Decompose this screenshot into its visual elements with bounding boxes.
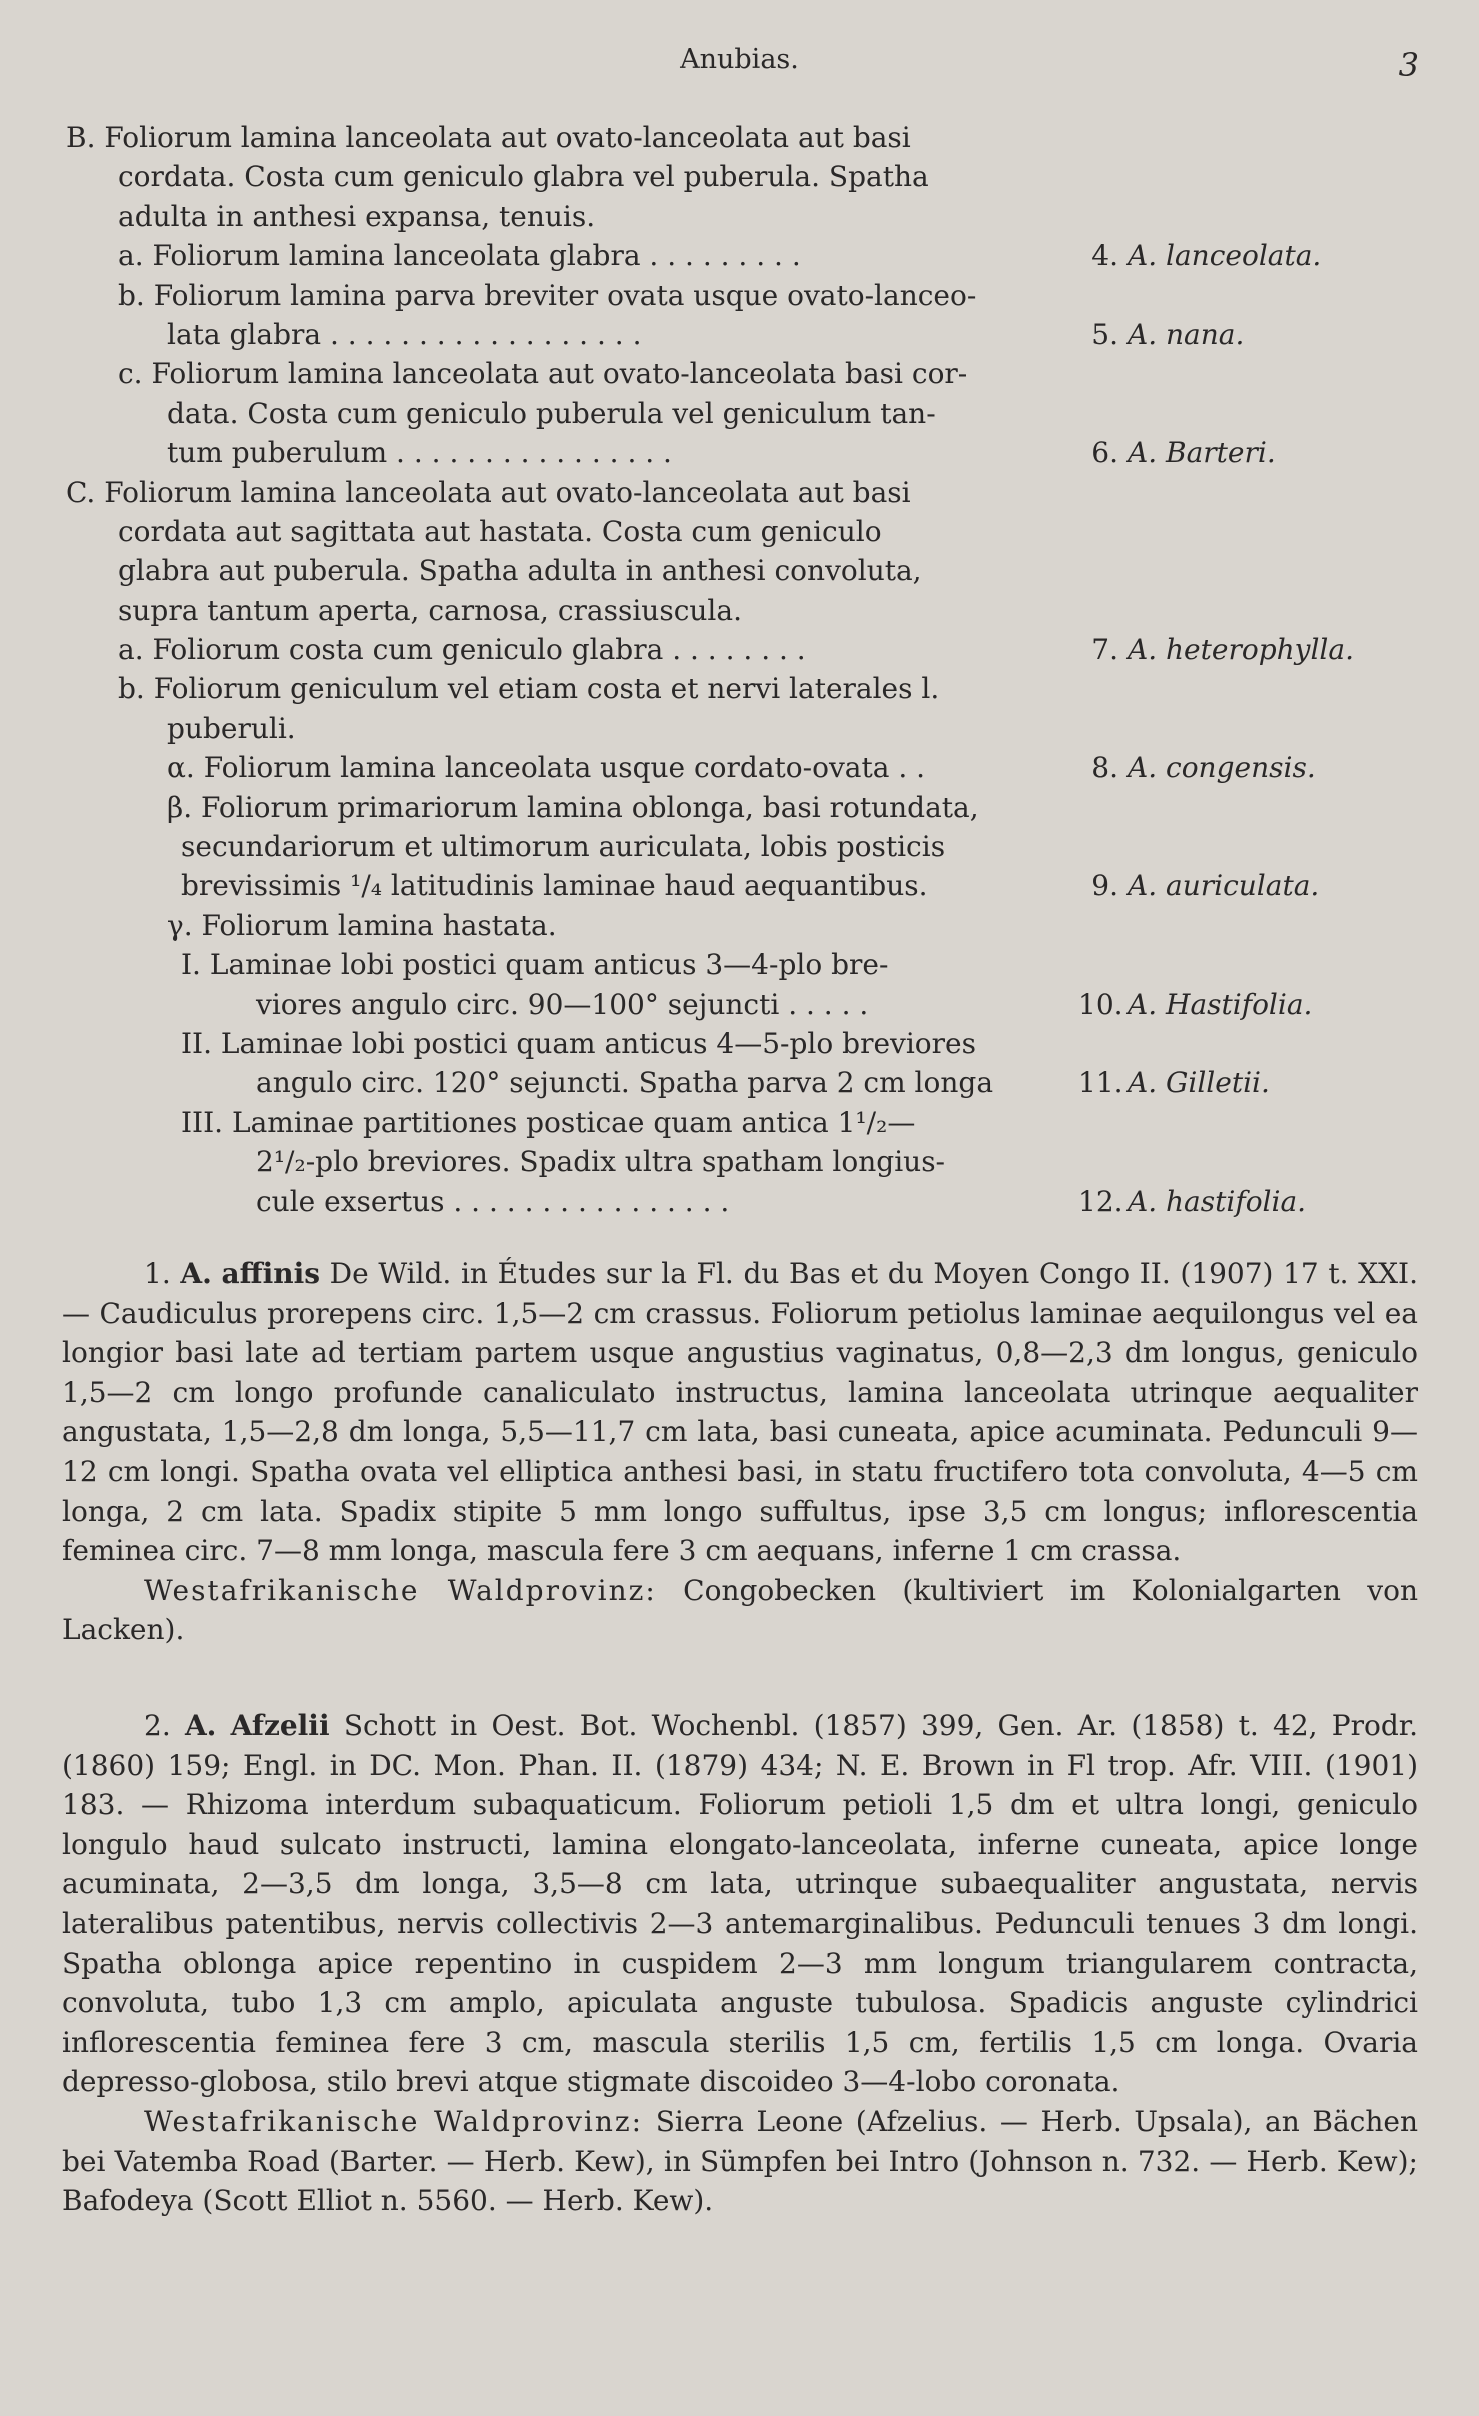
key-line-text: puberuli.	[167, 711, 296, 745]
species-distribution	[62, 2102, 1418, 2221]
key-line	[66, 906, 1426, 945]
key-species-name	[1128, 433, 1276, 472]
key-line	[66, 433, 1426, 472]
key-line-text: γ. Foliorum lamina hastata.	[167, 908, 557, 942]
key-species-number: 12.	[1078, 1184, 1123, 1218]
species-epithet: affinis	[221, 1257, 321, 1290]
key-line-text: α. Foliorum lamina lanceolata usque cordato-ovata . .	[167, 751, 926, 785]
key-line	[66, 1182, 1426, 1221]
key-line	[66, 1103, 1426, 1142]
distribution-text: Sierra Leone (Afzelius. — Herb. Upsala), an Bächen bei Vatemba Road (Barter. — Herb. Kew), in Sümpfen bei Intro (Johnson n. 732. — Herb. Kew); Bafodeya (Scott Elliot n. 5560. — Herb. Kew).	[62, 2104, 1418, 2218]
key-species-name	[1128, 236, 1321, 275]
species-epithet: Afzelii	[230, 1709, 330, 1742]
key-line-text: b. Foliorum lamina parva breviter ovata usque ovato-lanceo-	[118, 278, 977, 312]
key-line-text: tum puberulum . . . . . . . . . . . . . . . .	[167, 436, 672, 470]
species-text: Schott in Oest. Bot. Wochenbl. (1857) 399, Gen. Ar. (1858) t. 42, Prodr. (1860) 159; Engl. in DC. Mon. Phan. II. (1879) 434; N. E. Brown in Fl trop. Afr. VIII. (1901) 183. — Rhizoma interdum subaquaticum. Foliorum petioli 1,5 dm et ultra longi, geniculo longulo haud sulcato instructi, lamina elongato-lanceolata, inferne cuneata, apice longe acuminata, 2—3,5 dm longa, 3,5—8 cm lata, utrinque subaequaliter angustata, nervis lateralibus patentibus, nervis collectivis 2—3 antemarginalibus. Pedunculi tenues 3 dm longi. Spatha oblonga apice repentino in cuspidem 2—3 mm longum triangularem contracta, convoluta, tubo 1,3 cm amplo, apiculata anguste tubulosa. Spadicis anguste cylindrici inflorescentia feminea fere 3 cm, mascula sterilis 1,5 cm, fertilis 1,5 cm longa. Ovaria depresso-globosa, stilo brevi atque stigmate discoideo 3—4-lobo coronata.	[62, 1709, 1418, 2099]
key-line-text: II. Laminae lobi postici quam anticus 4—5-plo breviores	[181, 1026, 976, 1060]
key-line	[66, 827, 1426, 866]
key-line-text: angulo circ. 120° sejuncti. Spatha parva 2 cm longa	[256, 1066, 994, 1100]
key-line-text: b. Foliorum geniculum vel etiam costa et nervi laterales l.	[118, 672, 940, 706]
species-description	[62, 1254, 1418, 1571]
species-number: 2.	[144, 1709, 171, 1742]
key-line	[66, 630, 1426, 669]
species-entry-afzelii	[62, 1706, 1418, 2221]
key-line-text: III. Laminae partitiones posticae quam antica 1¹/₂—	[181, 1105, 916, 1139]
key-species-name	[1128, 985, 1312, 1024]
key-species-name-text: A. Gilletii.	[1128, 1066, 1270, 1100]
key-line	[66, 669, 1426, 708]
key-species-number: 9.	[1091, 869, 1118, 903]
key-line	[66, 473, 1426, 512]
key-line	[66, 197, 1426, 236]
page-header	[0, 44, 1479, 84]
key-species-name-text: A. congensis.	[1128, 751, 1316, 785]
key-line-text: c. Foliorum lamina lanceolata aut ovato-lanceolata basi cor-	[118, 357, 968, 391]
key-line-text: B. Foliorum lamina lanceolata aut ovato-lanceolata aut basi	[66, 121, 911, 154]
key-line-text: secundariorum et ultimorum auriculata, lobis posticis	[181, 830, 946, 864]
key-line-text: a. Foliorum lamina lanceolata glabra . . . . . . . . .	[118, 239, 801, 273]
distribution-region: Westafrikanische Waldprovinz:	[144, 1573, 657, 1607]
species-genus: A.	[184, 1709, 217, 1742]
key-line	[66, 945, 1426, 984]
key-line-text: β. Foliorum primariorum lamina oblonga, basi rotundata,	[167, 790, 979, 824]
key-line	[66, 512, 1426, 551]
key-line	[66, 394, 1426, 433]
key-species-number: 10.	[1078, 987, 1123, 1021]
key-line-text: 2¹/₂-plo breviores. Spadix ultra spatham longius-	[256, 1145, 946, 1179]
distribution-region: Westafrikanische Waldprovinz:	[144, 2104, 644, 2138]
key-species-name-text: A. nana.	[1128, 317, 1245, 351]
key-species-name-text: A. hastifolia.	[1128, 1184, 1307, 1218]
species-genus: A.	[180, 1257, 212, 1290]
key-species-name-text: A. heterophylla.	[1128, 633, 1354, 667]
key-line	[66, 276, 1426, 315]
distribution-text: Congobecken (kultiviert im Kolonialgarten von Lacken).	[62, 1573, 1418, 1647]
key-species-number: 7.	[1091, 633, 1118, 667]
running-title: Anubias.	[680, 44, 799, 75]
key-species-name	[1128, 1063, 1270, 1102]
key-line	[66, 985, 1426, 1024]
key-line	[66, 748, 1426, 787]
key-line-text: C. Foliorum lamina lanceolata aut ovato-lanceolata aut basi	[66, 475, 911, 509]
key-line	[66, 866, 1426, 905]
key-line	[66, 354, 1426, 393]
key-species-number: 8.	[1091, 751, 1118, 785]
key-line-text: supra tantum aperta, carnosa, crassiuscula.	[118, 593, 742, 627]
key-line	[66, 1024, 1426, 1063]
key-line-text: brevissimis ¹/₄ latitudinis laminae haud aequantibus.	[181, 869, 928, 903]
key-line-text: viores angulo circ. 90—100° sejuncti . . . . .	[256, 987, 869, 1021]
key-line-text: I. Laminae lobi postici quam anticus 3—4-plo bre-	[181, 948, 889, 982]
key-line	[66, 1142, 1426, 1181]
species-text: De Wild. in Études sur la Fl. du Bas et du Moyen Congo II. (1907) 17 t. XXI. — Caudiculus prorepens circ. 1,5—2 cm crassus. Foliorum petiolus laminae aequilongus vel ea longior basi late ad tertiam partem usque angustius vaginatus, 0,8—2,3 dm longus, geniculo 1,5—2 cm longo profunde canaliculato instructus, lamina lanceolata utrinque aequaliter angustata, 1,5—2,8 dm longa, 5,5—11,7 cm lata, basi cuneata, apice acuminata. Pedunculi 9—12 cm longi. Spatha ovata vel elliptica anthesi basi, in statu fructifero tota convoluta, 4—5 cm longa, 2 cm lata. Spadix stipite 5 mm longo suffultus, ipse 3,5 cm longus; inflorescentia feminea circ. 7—8 mm longa, mascula fere 3 cm aequans, inferne 1 cm crassa.	[62, 1257, 1418, 1568]
key-line	[66, 236, 1426, 275]
key-line-text: cule exsertus . . . . . . . . . . . . . . . .	[256, 1184, 730, 1218]
species-distribution	[62, 1571, 1418, 1650]
key-species-number: 6.	[1091, 436, 1118, 470]
key-line	[66, 551, 1426, 590]
key-species-name-text: A. auriculata.	[1128, 869, 1320, 903]
key-species-name-text: A. Hastifolia.	[1128, 987, 1313, 1021]
identification-key	[66, 118, 1426, 1221]
key-line	[66, 157, 1426, 196]
key-species-name	[1128, 866, 1319, 905]
key-species-name-text: A. Barteri.	[1128, 436, 1276, 470]
key-species-name	[1128, 748, 1316, 787]
key-line-text: lata glabra . . . . . . . . . . . . . . . . . .	[167, 317, 642, 351]
key-line	[66, 1063, 1426, 1102]
key-species-name	[1128, 630, 1354, 669]
key-line-text: cordata. Costa cum geniculo glabra vel puberula. Spatha	[118, 160, 929, 194]
species-number: 1.	[144, 1257, 171, 1290]
key-line	[66, 591, 1426, 630]
key-line	[66, 709, 1426, 748]
key-line-text: adulta in anthesi expansa, tenuis.	[118, 199, 596, 233]
key-line	[66, 788, 1426, 827]
key-line-text: cordata aut sagittata aut hastata. Costa cum geniculo	[118, 514, 882, 548]
page-number: 3	[1398, 46, 1419, 84]
species-description	[62, 1706, 1418, 2102]
key-line-text: glabra aut puberula. Spatha adulta in anthesi convoluta,	[118, 554, 922, 588]
key-species-number: 5.	[1091, 317, 1118, 351]
key-line-text: data. Costa cum geniculo puberula vel geniculum tan-	[167, 396, 936, 430]
key-species-name	[1128, 315, 1244, 354]
key-species-number: 4.	[1091, 239, 1118, 273]
key-line	[66, 315, 1426, 354]
species-entry-affinis	[62, 1254, 1418, 1650]
key-line	[66, 118, 1426, 157]
key-species-number: 11.	[1078, 1066, 1123, 1100]
key-species-name-text: A. lanceolata.	[1128, 239, 1322, 273]
key-species-name	[1128, 1182, 1306, 1221]
key-line-text: a. Foliorum costa cum geniculo glabra . . . . . . . .	[118, 633, 806, 667]
